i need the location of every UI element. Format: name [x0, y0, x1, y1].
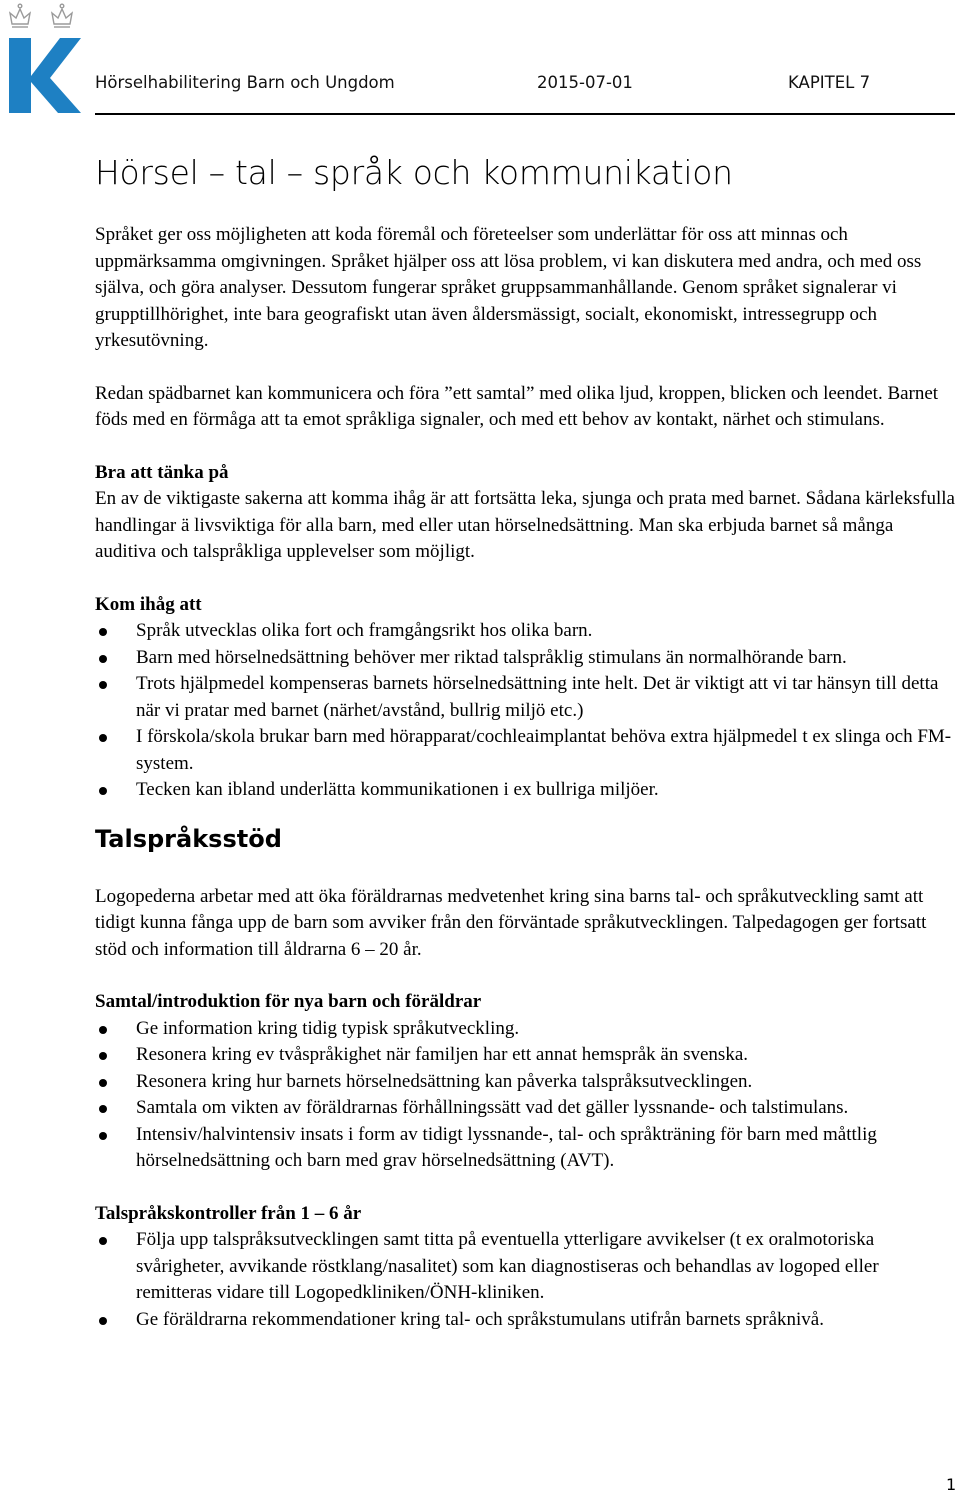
- list-item: Resonera kring hur barnets hörselnedsättning kan påverka talspråksutvecklingen.: [95, 1069, 957, 1096]
- list-item: Ge föräldrarna rekommendationer kring tal- och språkstumulans utifrån barnets språknivå.: [95, 1307, 957, 1334]
- list-item: I förskola/skola brukar barn med hörapparat/cochleaimplantat behöva extra hjälpmedel t ex slinga och FM-system.: [95, 724, 957, 777]
- remember-heading: Kom ihåg att: [95, 593, 202, 615]
- list-item: Barn med hörselnedsättning behöver mer riktad talspråklig stimulans än normalhörande barn.: [95, 645, 957, 672]
- list-item: Språk utvecklas olika fort och framgångsrikt hos olika barn.: [95, 618, 957, 645]
- page-number: 1: [946, 1475, 957, 1494]
- page-title: Hörsel – tal – språk och kommunikation: [95, 153, 733, 192]
- section-heading-talsprakstod: Talspråksstöd: [95, 824, 282, 853]
- think-paragraph: En av de viktigaste sakerna att komma ihåg är att fortsätta leka, sjunga och prata med barnet. Sådana kärleksfulla handlingar ä livsviktiga för alla barn, med eller utan hörselnedsättning. Man ska erbjuda barnet så många auditiva och talspråkliga upplevelser som möjligt.: [95, 488, 955, 562]
- controls-heading: Talspråkskontroller från 1 – 6 år: [95, 1202, 362, 1224]
- list-item: Tecken kan ibland underlätta kommunikationen i ex bullriga miljöer.: [95, 777, 957, 804]
- list-item: Ge information kring tidig typisk språkutveckling.: [95, 1016, 957, 1043]
- header-chapter: KAPITEL 7: [788, 73, 871, 92]
- header-date: 2015-07-01: [537, 73, 633, 92]
- controls-list: [95, 1227, 957, 1333]
- support-paragraph: Logopederna arbetar med att öka föräldrarnas medvetenhet kring sina barns tal- och språkutveckling samt att tidigt kunna fånga upp de barn som avviker från den förväntade språkutvecklingen. Talpedagogen ger fortsatt stöd och information till åldrarna 6 – 20 år.: [95, 885, 927, 960]
- list-item: Resonera kring ev tvåspråkighet när familjen har ett annat hemspråk än svenska.: [95, 1042, 957, 1069]
- header-divider: [95, 113, 955, 115]
- list-item: Trots hjälpmedel kompenseras barnets hörselnedsättning inte helt. Det är viktigt att vi tar hänsyn till detta när vi pratar med barnet (närhet/avstånd, bullrig miljö etc.): [95, 671, 957, 724]
- document-body: [95, 222, 957, 1333]
- remember-list: [95, 618, 957, 804]
- intro-paragraph-2: Redan spädbarnet kan kommunicera och föra ”ett samtal” med olika ljud, kroppen, blicken och leendet. Barnet föds med en förmåga att ta emot språkliga signaler, och med ett behov av kontakt, närhet och stimulans.: [95, 382, 939, 430]
- intro-new-list: [95, 1016, 957, 1175]
- letter-k-logo: [9, 38, 81, 113]
- list-item: Intensiv/halvintensiv insats i form av tidigt lyssnande-, tal- och språkträning för barn med måttlig hörselnedsättning och barn med grav hörselnedsättning (AVT).: [95, 1122, 957, 1175]
- header-organization: Hörselhabilitering Barn och Ungdom: [95, 73, 395, 92]
- intro-new-heading: Samtal/introduktion för nya barn och föräldrar: [95, 991, 482, 1012]
- list-item: Följa upp talspråksutvecklingen samt titta på eventuella ytterligare avvikelser (t ex oralmotoriska svårigheter, avvikande röstklang/nasalitet) som kan diagnostiseras och behandlas av logoped eller remitteras vidare till Logopedkliniken/ÖNH-kliniken.: [95, 1227, 957, 1307]
- two-crowns-icon: [10, 4, 72, 27]
- think-heading: Bra att tänka på: [95, 461, 229, 483]
- intro-paragraph-1: Språket ger oss möjligheten att koda föremål och företeelser som underlättar för oss att minnas och uppmärksamma omgivningen. Språket hjälper oss att lösa problem, vi kan diskutera med andra, och med oss själva, och göra analyser. Dessutom fungerar språket gruppsammanhållande. Genom språket signalerar vi grupptillhörighet, inte bara geografiskt utan även åldersmässigt, socialt, ekonomiskt, intressegrupp och yrkesutövning.: [95, 224, 922, 351]
- organization-logo: [6, 2, 82, 116]
- list-item: Samtala om vikten av föräldrarnas förhållningssätt vad det gäller lyssnande- och talstimulans.: [95, 1095, 957, 1122]
